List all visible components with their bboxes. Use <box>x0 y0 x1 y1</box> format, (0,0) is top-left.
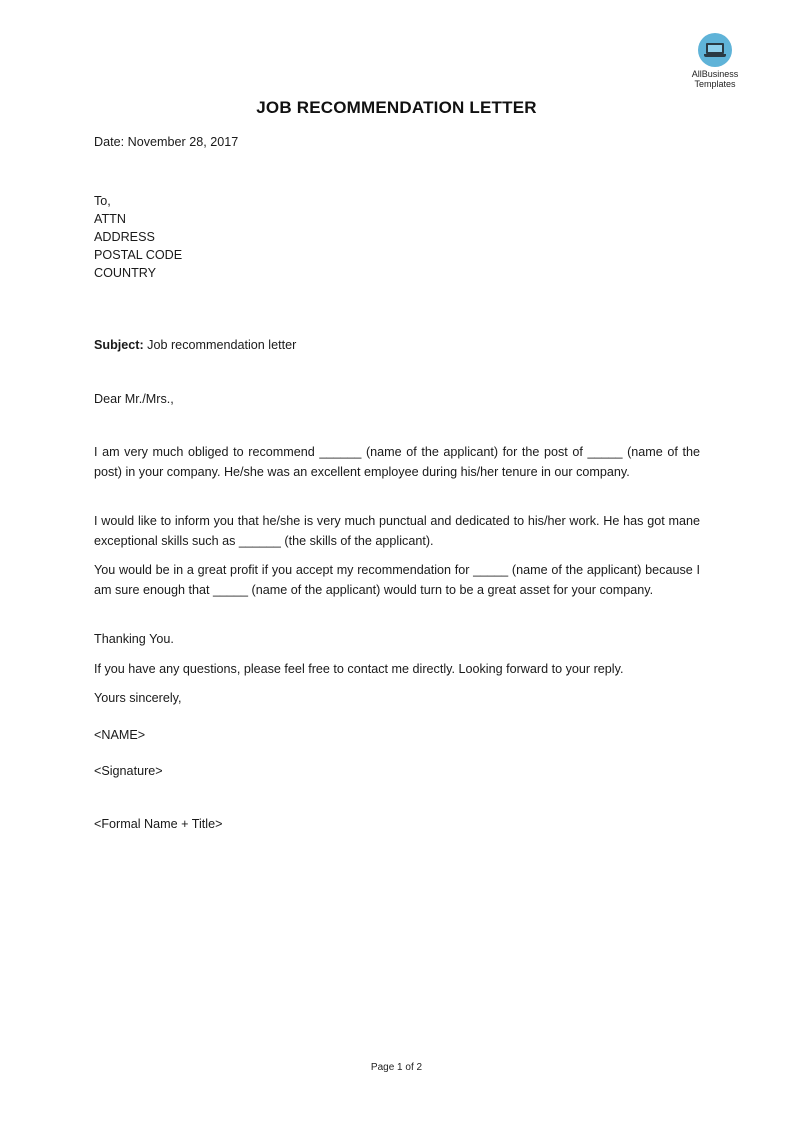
formal-name-placeholder: <Formal Name + Title> <box>94 817 223 831</box>
paragraph-1: I am very much obliged to recommend ______ (name of the applicant) for the post of _____ (name of the post) in your company. He/she was an excellent employee during his/her tenure in our company. <box>94 445 700 479</box>
paragraph-2: I would like to inform you that he/she is very much punctual and dedicated to his/her work. He has got mane exceptional skills such as ______ (the skills of the applicant). <box>94 514 700 548</box>
date-line: Date: November 28, 2017 <box>94 135 239 149</box>
logo-text <box>683 69 747 89</box>
allbusiness-logo <box>683 33 747 89</box>
paragraph-4: Thanking You. <box>94 632 174 646</box>
recipient-address <box>94 192 700 282</box>
signature-placeholder: <Signature> <box>94 764 163 778</box>
paragraph-5: If you have any questions, please feel free to contact me directly. Looking forward to your reply. <box>94 662 624 676</box>
closing: Yours sincerely, <box>94 691 182 705</box>
page-number: Page 1 of 2 <box>370 1062 423 1073</box>
laptop-icon <box>698 33 732 67</box>
address-to: To, <box>94 194 111 208</box>
subject-text: Job recommendation letter <box>143 338 297 352</box>
salutation: Dear Mr./Mrs., <box>94 392 174 406</box>
logo-line-2: Templates <box>694 79 736 89</box>
subject-label: Subject: <box>94 338 144 352</box>
address-country: COUNTRY <box>94 266 157 280</box>
name-placeholder: <NAME> <box>94 728 146 742</box>
logo-line-1: AllBusiness <box>691 69 739 79</box>
address-postal-code: POSTAL CODE <box>94 248 183 262</box>
paragraph-3: You would be in a great profit if you accept my recommendation for _____ (name of the applicant) because I am sure enough that _____ (name of the applicant) would turn to be a great asset for your company. <box>94 563 700 597</box>
address-attn: ATTN <box>94 212 126 226</box>
subject-line <box>94 335 700 355</box>
address-address: ADDRESS <box>94 230 155 244</box>
document-title: JOB RECOMMENDATION LETTER <box>256 98 537 117</box>
